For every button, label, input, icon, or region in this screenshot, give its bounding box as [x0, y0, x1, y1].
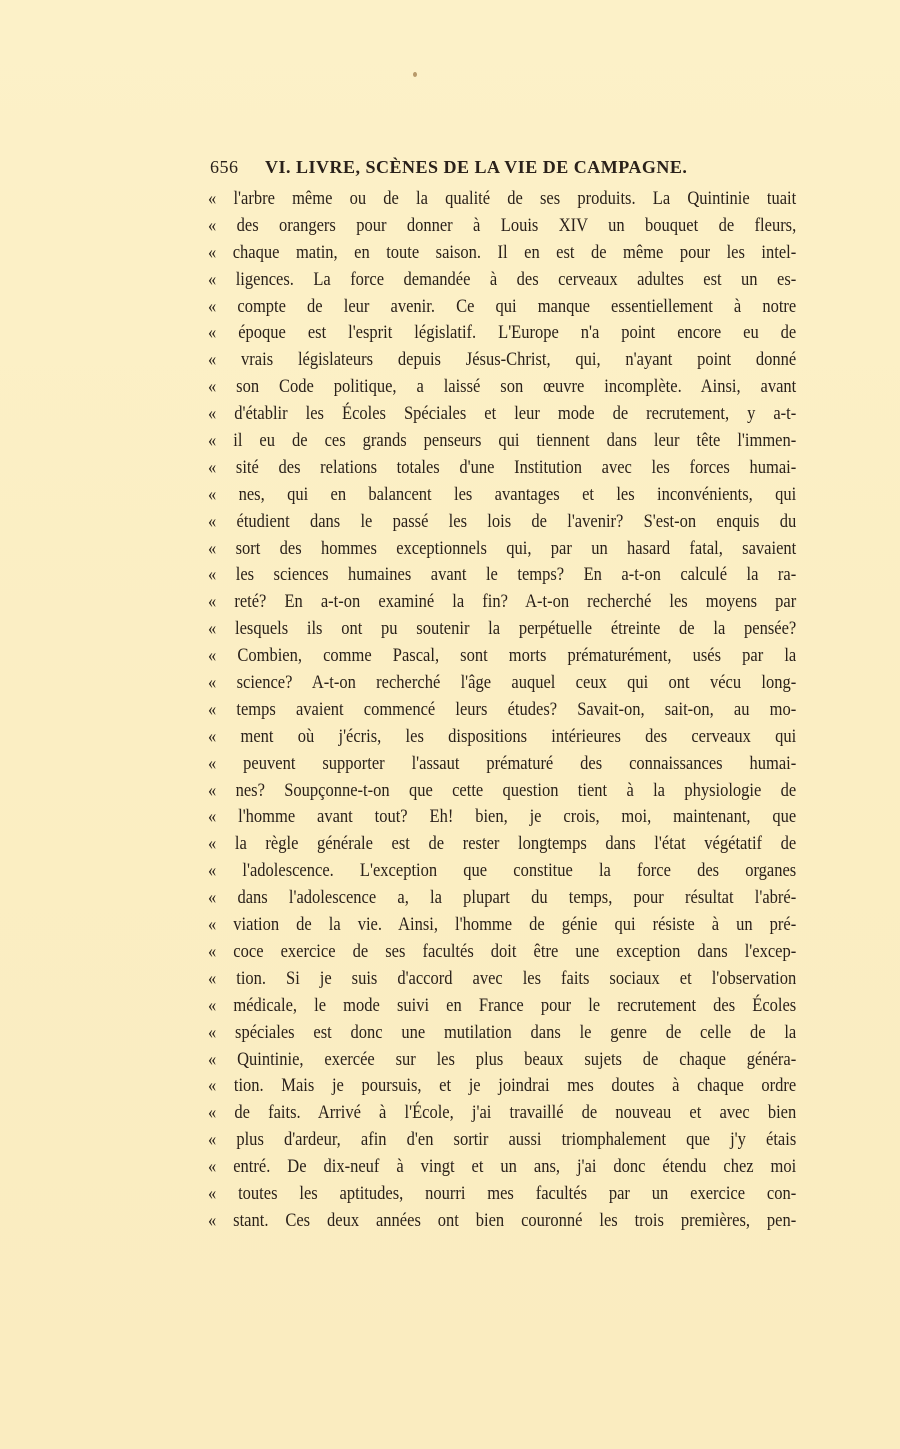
text-line: « tion. Si je suis d'accord avec les faits sociaux et l'observation	[208, 967, 797, 989]
text-line: « d'établir les Écoles Spéciales et leur mode de recrutement, y a-t-	[208, 403, 797, 425]
text-line: « l'adolescence. L'exception que constitue la force des organes	[208, 860, 797, 882]
text-line: « des orangers pour donner à Louis XIV un bouquet de fleurs,	[208, 214, 797, 236]
text-line: « peuvent supporter l'assaut prématuré des connaissances humai-	[208, 752, 797, 774]
text-line: « époque est l'esprit législatif. L'Europe n'a point encore eu de	[208, 322, 797, 344]
text-line: « Combien, comme Pascal, sont morts prématurément, usés par la	[208, 645, 797, 667]
paper-speck	[413, 72, 417, 77]
body-text	[208, 186, 796, 1235]
running-title: VI. LIVRE, SCÈNES DE LA VIE DE CAMPAGNE.	[265, 157, 688, 177]
text-line: « temps avaient commencé leurs études? Savait-on, sait-on, au mo-	[208, 698, 797, 720]
text-line: « sort des hommes exceptionnels qui, par un hasard fatal, savaient	[208, 537, 797, 559]
text-line: « spéciales est donc une mutilation dans le genre de celle de la	[208, 1021, 797, 1043]
text-line: « chaque matin, en toute saison. Il en est de même pour les intel-	[208, 241, 797, 263]
text-line: « vrais législateurs depuis Jésus-Christ, qui, n'ayant point donné	[208, 349, 797, 371]
text-line: « étudient dans le passé les lois de l'avenir? S'est-on enquis du	[208, 510, 797, 532]
text-line: « la règle générale est de rester longtemps dans l'état végétatif de	[208, 833, 797, 855]
text-line: « science? A-t-on recherché l'âge auquel ceux qui ont vécu long-	[208, 672, 797, 694]
text-line: « compte de leur avenir. Ce qui manque essentiellement à notre	[208, 295, 797, 317]
text-line: « ligences. La force demandée à des cerveaux adultes est un es-	[208, 268, 797, 290]
text-line: « de faits. Arrivé à l'École, j'ai travaillé de nouveau et avec bien	[208, 1102, 797, 1124]
text-line: « toutes les aptitudes, nourri mes facultés par un exercice con-	[208, 1182, 797, 1204]
text-line: « ment où j'écris, les dispositions intérieures des cerveaux qui	[208, 725, 797, 747]
text-line: « plus d'ardeur, afin d'en sortir aussi triomphalement que j'y étais	[208, 1129, 797, 1151]
text-line: « son Code politique, a laissé son œuvre incomplète. Ainsi, avant	[208, 376, 797, 398]
text-line: « médicale, le mode suivi en France pour le recrutement des Écoles	[208, 994, 797, 1016]
text-line: « viation de la vie. Ainsi, l'homme de génie qui résiste à un pré-	[208, 914, 797, 936]
text-line: « reté? En a-t-on examiné la fin? A-t-on recherché les moyens par	[208, 591, 797, 613]
text-line: « entré. De dix-neuf à vingt et un ans, j'ai donc étendu chez moi	[208, 1156, 797, 1178]
page-number: 656	[210, 157, 239, 177]
page-header	[210, 157, 794, 181]
text-line: « sité des relations totales d'une Institution avec les forces humai-	[208, 456, 797, 478]
text-line: « coce exercice de ses facultés doit être une exception dans l'excep-	[208, 940, 797, 962]
text-line: « l'homme avant tout? Eh! bien, je crois, moi, maintenant, que	[208, 806, 797, 828]
text-line: « stant. Ces deux années ont bien couronné les trois premières, pen-	[208, 1209, 797, 1231]
text-line: « tion. Mais je poursuis, et je joindrai mes doutes à chaque ordre	[208, 1075, 797, 1097]
text-line: « nes? Soupçonne-t-on que cette question tient à la physiologie de	[208, 779, 797, 801]
text-line: « nes, qui en balancent les avantages et les inconvénients, qui	[208, 483, 797, 505]
text-line: « dans l'adolescence a, la plupart du temps, pour résultat l'abré-	[208, 887, 797, 909]
text-line: « lesquels ils ont pu soutenir la perpétuelle étreinte de la pensée?	[208, 618, 797, 640]
text-line: « Quintinie, exercée sur les plus beaux sujets de chaque généra-	[208, 1048, 797, 1070]
text-line: « l'arbre même ou de la qualité de ses produits. La Quintinie tuait	[208, 188, 797, 209]
text-line: « les sciences humaines avant le temps? En a-t-on calculé la ra-	[208, 564, 797, 586]
text-line: « il eu de ces grands penseurs qui tiennent dans leur tête l'immen-	[208, 430, 797, 452]
